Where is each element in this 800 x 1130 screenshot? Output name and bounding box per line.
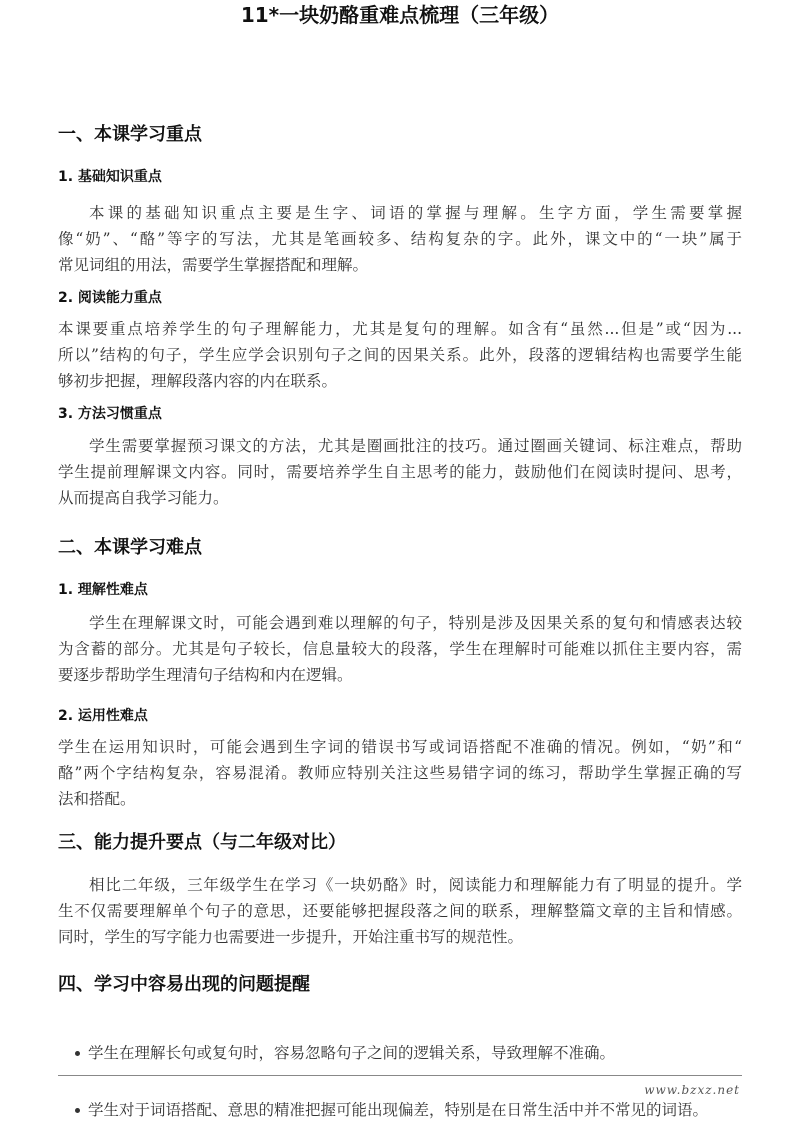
paragraph-line: 学生提前理解课文内容。同时，需要培养学生自主思考的能力，鼓励他们在阅读时提问、思考， xyxy=(58,463,742,481)
paragraph xyxy=(58,200,742,278)
paragraph-line: 为含蓄的部分。尤其是句子较长，信息量较大的段落，学生在理解时可能难以抓住主要内容，需 xyxy=(58,640,742,658)
paragraph-line: 所以”结构的句子，学生应学会识别句子之间的因果关系。此外，段落的逻辑结构也需要学生能 xyxy=(58,346,742,364)
paragraph-line: 酪”两个字结构复杂，容易混淆。教师应特别关注这些易错字词的练习，帮助学生掌握正确的写 xyxy=(58,764,742,782)
footer-url: www.bzxz.net xyxy=(644,1083,740,1097)
paragraph-line: 学生需要掌握预习课文的方法，尤其是圈画批注的技巧。通过圈画关键词、标注难点，帮助 xyxy=(89,437,742,455)
paragraph-line: 法和搭配。 xyxy=(58,790,136,808)
paragraph xyxy=(58,734,742,812)
paragraph-line: 本课要重点培养学生的句子理解能力，尤其是复句的理解。如含有“虽然...但是”或“因为... xyxy=(58,320,742,338)
paragraph-line: 生不仅需要理解单个句子的意思，还要能够把握段落之间的联系，理解整篇文章的主旨和情感。 xyxy=(58,902,742,920)
subsection-heading: 1. 理解性难点 xyxy=(58,582,148,598)
footer-divider xyxy=(58,1075,742,1076)
section-heading: 三、能力提升要点（与二年级对比） xyxy=(58,832,346,853)
paragraph-line: 要逐步帮助学生理清句子结构和内在逻辑。 xyxy=(58,666,353,684)
paragraph-line: 常见词组的用法，需要学生掌握搭配和理解。 xyxy=(58,256,369,274)
section-heading: 一、本课学习重点 xyxy=(58,124,202,145)
paragraph-line: 学生在运用知识时，可能会遇到生字词的错误书写或词语搭配不准确的情况。例如，“奶”和“ xyxy=(58,738,742,756)
paragraph xyxy=(58,316,742,394)
subsection-heading: 2. 阅读能力重点 xyxy=(58,290,162,306)
document-title: 11*一块奶酪重难点梳理（三年级） xyxy=(240,3,560,27)
subsection-heading: 3. 方法习惯重点 xyxy=(58,406,162,422)
bullet-item: 学生在理解长句或复句时，容易忽略句子之间的逻辑关系，导致理解不准确。 xyxy=(72,1040,758,1066)
section-heading: 二、本课学习难点 xyxy=(58,537,202,558)
paragraph-line: 相比二年级，三年级学生在学习《一块奶酪》时，阅读能力和理解能力有了明显的提升。学 xyxy=(89,876,742,894)
paragraph-line: 像“奶”、“酪”等字的写法，尤其是笔画较多、结构复杂的字。此外，课文中的“一块”属于 xyxy=(58,230,742,248)
paragraph-line: 同时，学生的写字能力也需要进一步提升，开始注重书写的规范性。 xyxy=(58,928,524,946)
paragraph xyxy=(58,610,742,688)
subsection-heading: 1. 基础知识重点 xyxy=(58,169,162,185)
paragraph xyxy=(58,433,742,511)
bullet-item: 学生对于词语搭配、意思的精准把握可能出现偏差，特别是在日常生活中并不常见的词语。 xyxy=(72,1097,758,1123)
subsection-heading: 2. 运用性难点 xyxy=(58,708,148,724)
paragraph-line: 学生在理解课文时，可能会遇到难以理解的句子，特别是涉及因果关系的复句和情感表达较 xyxy=(89,614,742,632)
paragraph-line: 从而提高自我学习能力。 xyxy=(58,489,229,507)
paragraph-line: 本课的基础知识重点主要是生字、词语的掌握与理解。生字方面，学生需要掌握 xyxy=(89,204,742,222)
paragraph-line: 够初步把握，理解段落内容的内在联系。 xyxy=(58,372,338,390)
paragraph xyxy=(58,872,742,950)
section-heading: 四、学习中容易出现的问题提醒 xyxy=(58,974,310,995)
